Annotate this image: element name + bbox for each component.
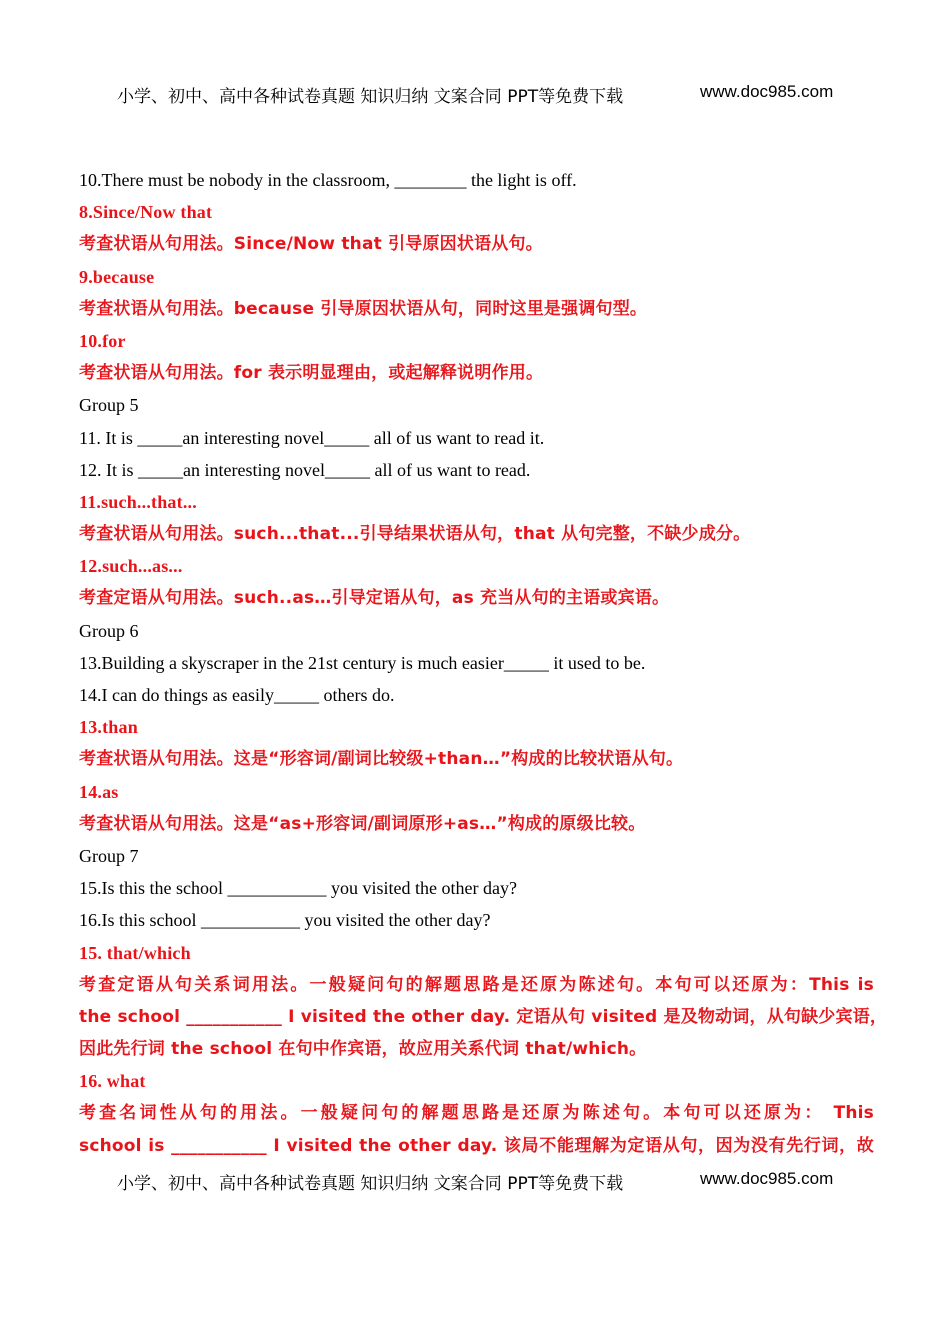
answer-explanation: school is ___________ I visited the other day. 该局不能理解为定语从句，因为没有先行词，故 <box>79 1135 874 1156</box>
answer-explanation: 考查定语从句用法。such..as…引导定语从句，as 充当从句的主语或宾语。 <box>79 588 670 609</box>
footer-text: 小学、初中、高中各种试卷真题 知识归纳 文案合同 PPT等免费下载 <box>117 1174 624 1194</box>
question-line: Group 5 <box>79 395 139 416</box>
answer-explanation: 考查状语从句用法。such...that...引导结果状语从句，that 从句完整，不缺少成分。 <box>79 524 751 545</box>
answer-key: 13.than <box>79 717 138 738</box>
answer-key: 9.because <box>79 266 155 287</box>
question-line: 15.Is this the school ___________ you visited the other day? <box>79 878 517 899</box>
question-line: 11. It is _____an interesting novel_____ all of us want to read it. <box>79 427 545 448</box>
answer-explanation: 考查状语从句用法。Since/Now that 引导原因状语从句。 <box>79 234 543 255</box>
question-line: 13.Building a skyscraper in the 21st century is much easier_____ it used to be. <box>79 652 646 673</box>
question-line: Group 6 <box>79 620 139 641</box>
answer-key: 15. that/which <box>79 942 191 963</box>
answer-explanation: the school ___________ I visited the other day. 定语从句 visited 是及物动词，从句缺少宾语， <box>79 1006 888 1027</box>
answer-key: 12.such...as... <box>79 556 183 577</box>
document-body <box>79 166 888 1164</box>
answer-explanation: 考查定语从句关系词用法。一般疑问句的解题思路是还原为陈述句。本句可以还原为：This is <box>79 974 874 995</box>
answer-key: 10.for <box>79 330 126 351</box>
footer-url: www.doc985.com <box>700 1169 834 1188</box>
question-line: Group 7 <box>79 845 139 866</box>
question-line: 16.Is this school ___________ you visited the other day? <box>79 910 491 931</box>
answer-explanation: 考查状语从句用法。这是“as+形容词/副词原形+as…”构成的原级比较。 <box>79 813 646 834</box>
question-line: 14.I can do things as easily_____ others do. <box>79 685 395 705</box>
answer-key: 11.such...that... <box>79 491 197 512</box>
question-line: 10.There must be nobody in the classroom, ________ the light is off. <box>79 170 577 190</box>
answer-explanation: 考查状语从句用法。because 引导原因状语从句，同时这里是强调句型。 <box>79 298 648 319</box>
answer-key: 8.Since/Now that <box>79 202 213 223</box>
page-footer <box>0 1165 950 1195</box>
answer-explanation: 考查状语从句用法。for 表示明显理由，或起解释说明作用。 <box>79 363 544 384</box>
answer-explanation: 因此先行词 the school 在句中作宾语，故应用关系代词 that/which。 <box>79 1039 647 1060</box>
page-header <box>0 78 950 108</box>
answer-explanation: 考查状语从句用法。这是“形容词/副词比较级+than…”构成的比较状语从句。 <box>79 749 684 770</box>
answer-key: 16. what <box>79 1071 146 1092</box>
header-text: 小学、初中、高中各种试卷真题 知识归纳 文案合同 PPT等免费下载 <box>117 87 624 107</box>
header-url: www.doc985.com <box>700 82 834 101</box>
answer-explanation: 考查名词性从句的用法。一般疑问句的解题思路是还原为陈述句。本句可以还原为： This <box>79 1103 874 1124</box>
answer-key: 14.as <box>79 781 119 802</box>
question-line: 12. It is _____an interesting novel_____ all of us want to read. <box>79 459 531 480</box>
